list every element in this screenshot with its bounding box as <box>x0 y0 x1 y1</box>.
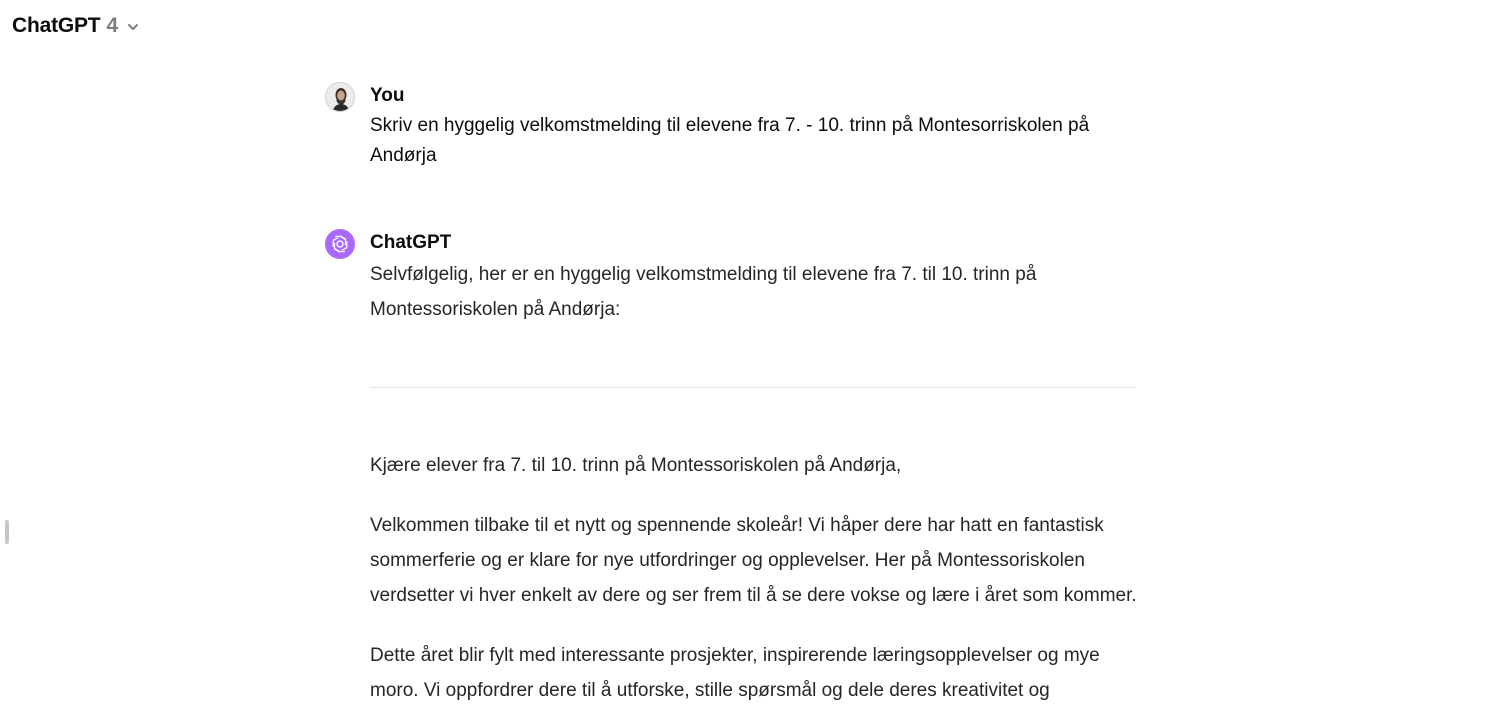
assistant-author-name: ChatGPT <box>370 232 452 253</box>
model-version: 4 <box>106 14 118 37</box>
model-selector[interactable] <box>12 14 140 38</box>
letter-greeting: Kjære elever fra 7. til 10. trinn på Montessoriskolen på Andørja, <box>370 455 902 476</box>
response-divider <box>370 387 1136 388</box>
user-message <box>325 82 1145 182</box>
assistant-message-letter <box>370 448 1140 708</box>
openai-logo-icon <box>325 229 355 259</box>
letter-paragraph-1: Velkommen tilbake til et nytt og spennende skoleår! Vi håper dere har hatt en fantastisk sommerferie og er klare for nye utfordringer og opplevelser. Her på Montessoriskolen verdsetter vi hver enkelt av dere og ser frem til å se dere vokse og lære i året som kommer. <box>370 515 1137 606</box>
chevron-down-icon <box>126 20 140 34</box>
letter-paragraph-2: Dette året blir fylt med interessante prosjekter, inspirerende læringsopplevelser og mye moro. Vi oppfordrer dere til å utforske, stille spørsmål og dele deres kreativitet og <box>370 645 1100 701</box>
assistant-intro-text: Selvfølgelig, her er en hyggelig velkomstmelding til elevene fra 7. til 10. trinn på Montessoriskolen på Andørja: <box>370 264 1037 320</box>
user-message-text: Skriv en hyggelig velkomstmelding til elevene fra 7. - 10. trinn på Montesorriskolen på Andørja <box>370 115 1090 166</box>
model-name: ChatGPT <box>12 14 101 37</box>
user-author-name: You <box>370 85 405 106</box>
user-avatar <box>325 82 355 112</box>
assistant-message-intro <box>370 257 1140 327</box>
assistant-message <box>325 229 1145 728</box>
sidebar-toggle-handle[interactable] <box>5 520 9 544</box>
